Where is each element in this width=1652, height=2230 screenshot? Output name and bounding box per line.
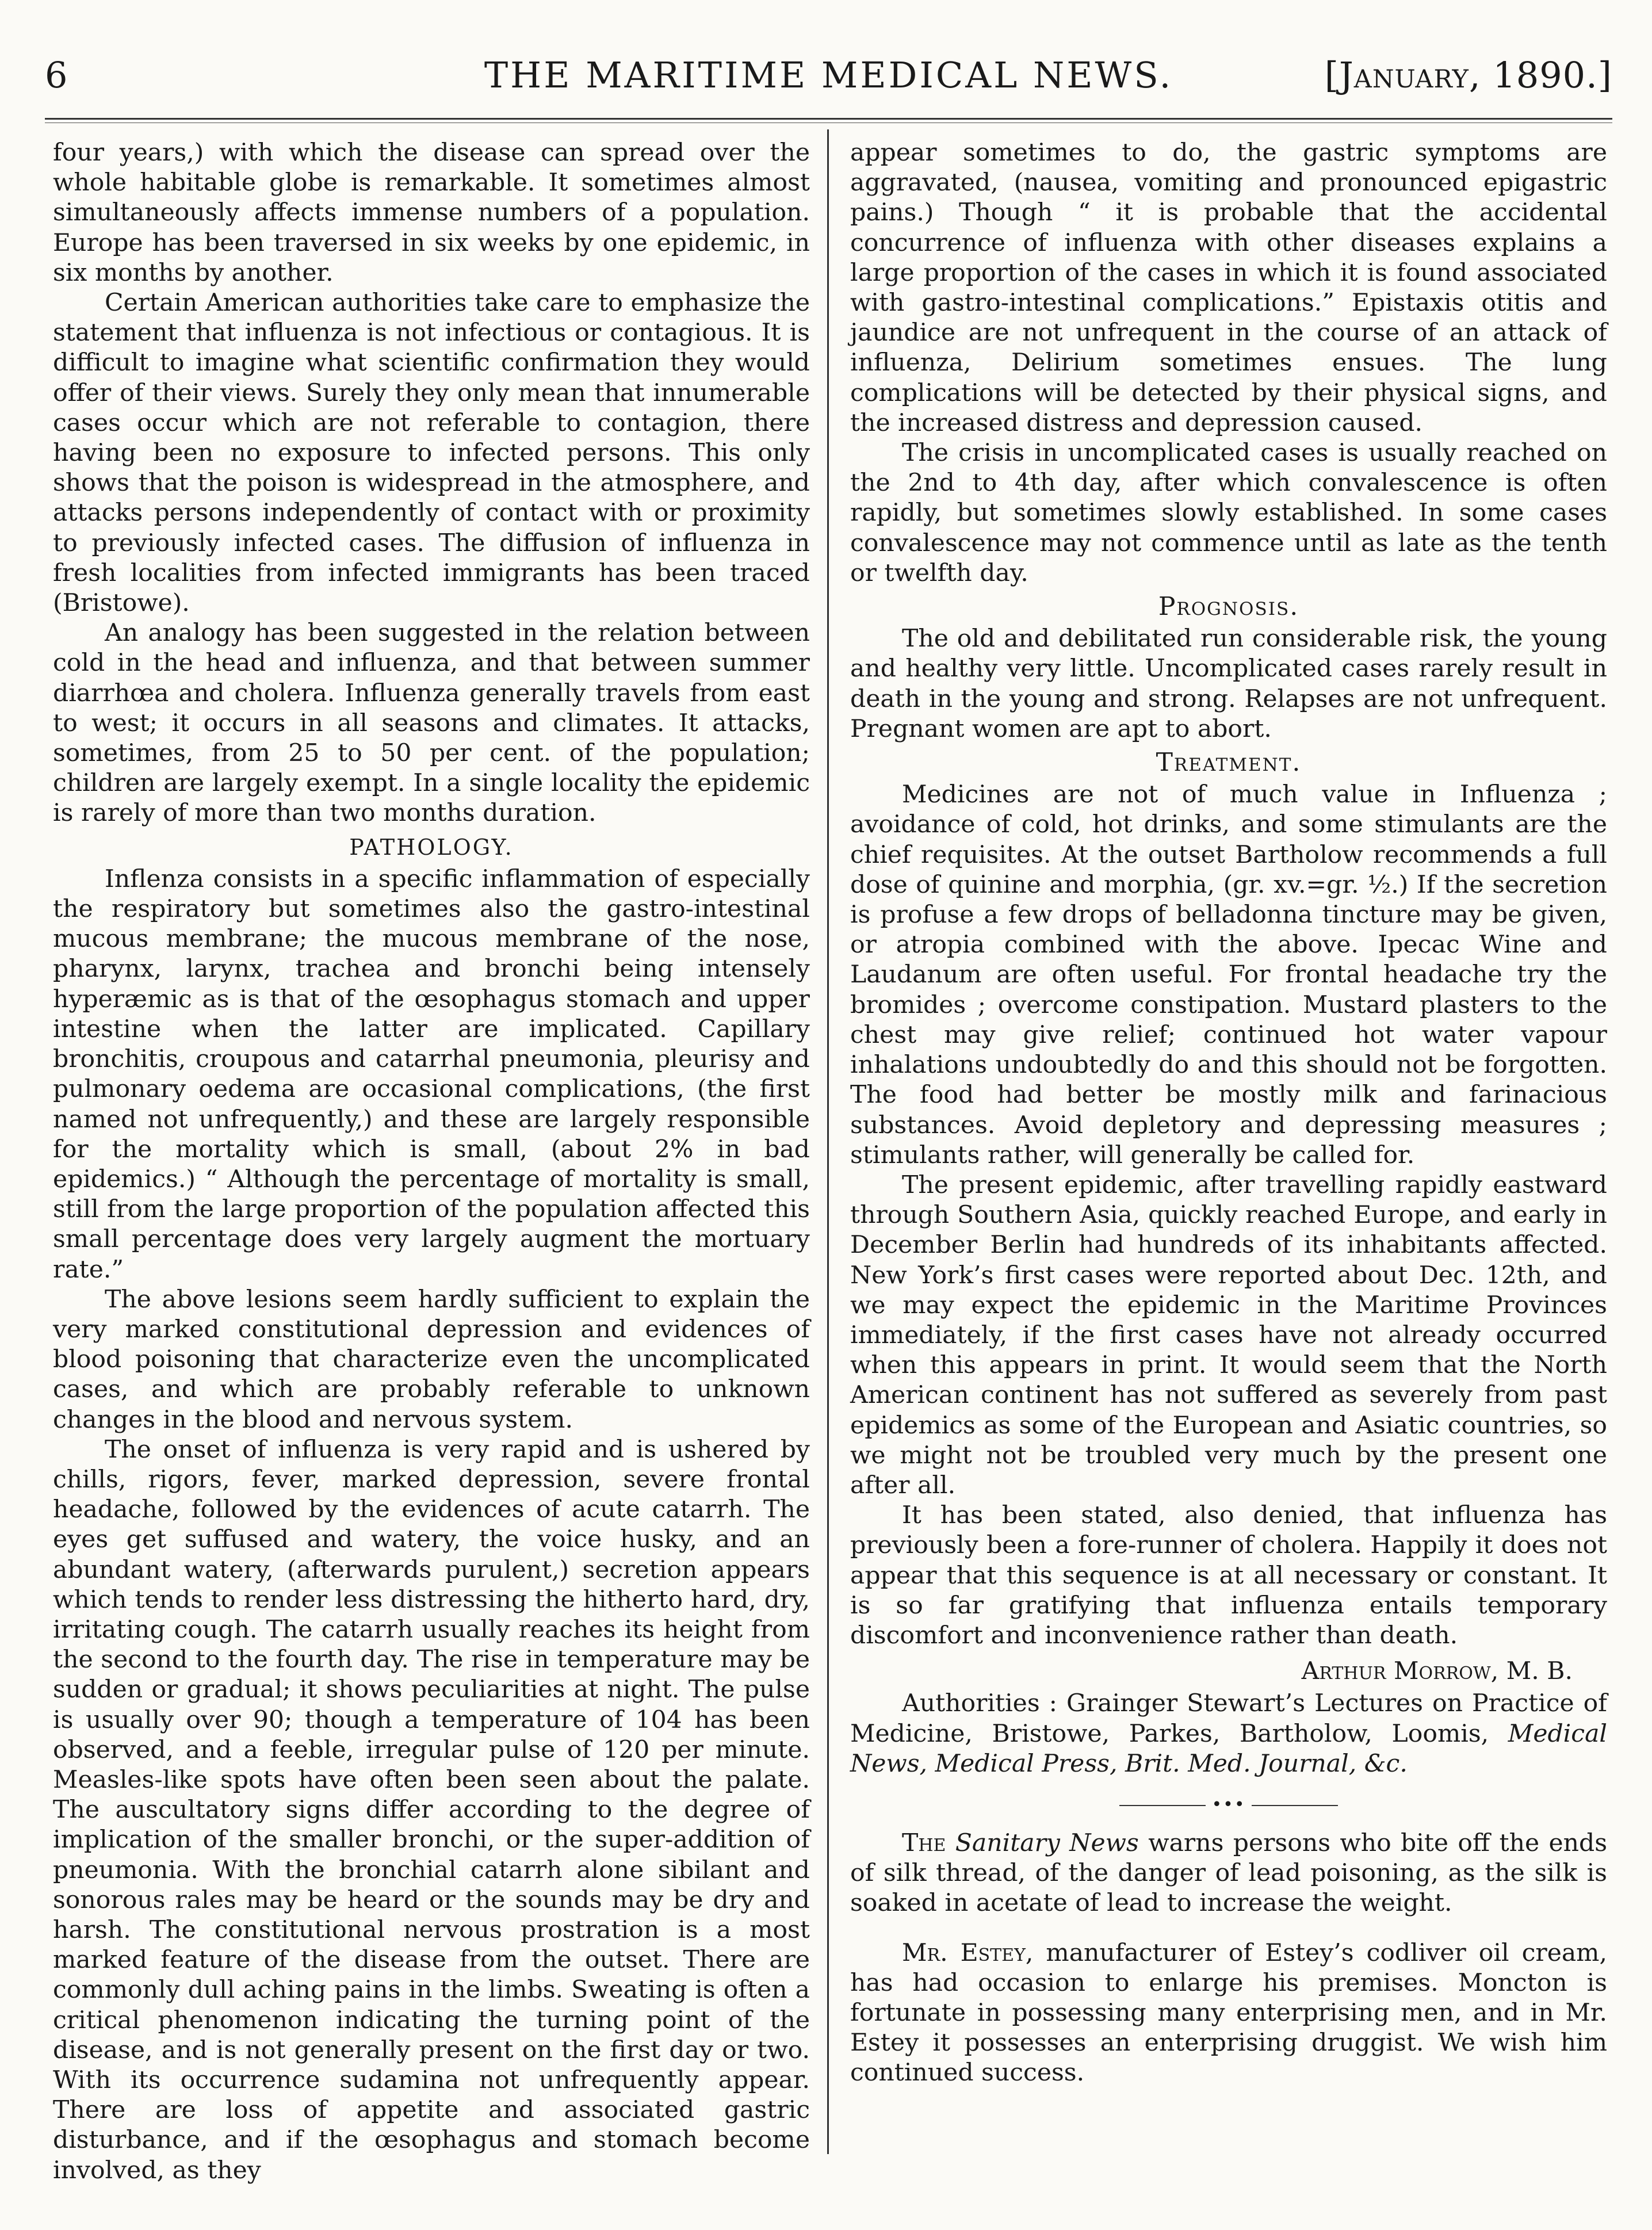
paragraph: An analogy has been suggested in the relation between cold in the head and influenza, and that between summer diarrhœa and cholera. Influenza generally travels from east to west; it occurs in all seasons and climates. It attacks, sometimes, from 25 to 50 per cent. of the population; children are largely exempt. In a single locality the epidemic is rarely of more than two months duration. xyxy=(53,619,810,828)
paragraph: four years,) with which the disease can spread over the whole habitable globe is remarkable. It sometimes almost simultaneously affects immense numbers of a population. Europe has been traversed in six weeks by one epidemic, in six months by another. xyxy=(53,139,810,287)
note-text: warns persons who bite off the ends of silk thread, of the danger of lead poisoning, as the silk is soaked in acetate of lead to increase the weight. xyxy=(850,1829,1608,1918)
paragraph: Certain American authorities take care to emphasize the statement that influenza is not infectious or contagious. It is difficult to imagine what scientific confirmation they would offer of their views. Surely they only mean that innumerable cases occur which are not referable to contagion, there having been no exposure to infected persons. This only shows that the poison is widespread in the atmosphere, and attacks persons independently of contact with or proximity to previously infected cases. The diffusion of influenza in fresh localities from infected immigrants has been traced (Bristowe). xyxy=(53,289,810,618)
authorities-lead: Authorities : Grainger Stewart’s Lectures on Practice of Medicine, Bristowe, Parkes, Bartholow, Loomis, xyxy=(850,1689,1607,1748)
ornament-divider xyxy=(850,1796,1607,1814)
left-column xyxy=(53,138,810,2186)
paragraph: The old and debilitated run considerable risk, the young and healthy very little. Uncomplicated cases rarely result in death in the young and strong. Relapses are not unfrequent. Pregnant women are apt to abort. xyxy=(850,625,1607,743)
section-heading-prognosis: Prognosis. xyxy=(1158,592,1299,622)
paragraph: It has been stated, also denied, that influenza has previously been a fore-runner of cholera. Happily it does not appear that this sequence is at all necessary or constant. It is so far gratifying that influenza entails temporary discomfort and inconvenience rather than death. xyxy=(850,1501,1607,1650)
paragraph: The onset of influenza is very rapid and is ushered by chills, rigors, fever, marked depression, severe frontal headache, followed by the evidences of acute catarrh. The eyes get suffused and watery, the voice husky, and an abundant watery, (afterwards purulent,) secretion appears which tends to render less distressing the hitherto hard, dry, irritating cough. The catarrh usually reaches its height from the second to the fourth day. The rise in temperature may be sudden or gradual; it shows peculiarities at night. The pulse is usually over 90; though a temperature of 104 has been observed, and a feeble, irregular pulse of 120 per minute. Measles-like spots have often been seen about the palate. The auscultatory signs differ according to the degree of implication of the smaller bronchi, or the super-addition of pneumonia. With the bronchial catarrh alone sibilant and sonorous rales may be heard or the sounds may be dry and harsh. The constitutional nervous prostration is a most marked feature of the disease from the outset. There are commonly dull aching pains in the limbs. Sweating is often a critical phenomenon indicating the turning point of the disease, and is not generally present on the first day or two. With its occurrence sudamina not unfrequently appear. There are loss of appetite and associated gastric disturbance, and if the œsophagus and stomach become involved, as they xyxy=(53,1435,810,2185)
authorities-paragraph xyxy=(850,1689,1607,1779)
note-estey xyxy=(850,1938,1607,2089)
ornament-line-left xyxy=(1119,1805,1206,1806)
ornament-dots: ••• xyxy=(1211,1794,1246,1815)
page-number: 6 xyxy=(45,54,68,96)
note-lead: Mr. Estey, xyxy=(902,1938,1034,1967)
right-column xyxy=(850,138,1607,2089)
section-heading-treatment: Treatment. xyxy=(1156,748,1302,778)
header-rule xyxy=(45,118,1612,120)
note-sanitary-news xyxy=(850,1829,1607,1919)
note-text: manufacturer of Estey’s codliver oil cream, has had occasion to enlarge his premises. Moncton is fortunate in possessing many enterprising men, and in Mr. Estey it possesses an enterprising druggist. We wish him continued success. xyxy=(850,1938,1607,2087)
note-italic: Sanitary News xyxy=(955,1829,1139,1857)
paragraph: The above lesions seem hardly sufficient to explain the very marked constitutional depression and evidences of blood poisoning that characterize even the uncomplicated cases, and which are probably referable to unknown changes in the blood and nervous system. xyxy=(53,1285,810,1434)
paragraph: appear sometimes to do, the gastric symptoms are aggravated, (nausea, vomiting and pronounced epigastric pains.) Though “ it is probable that the accidental concurrence of influenza with other diseases explains a large proportion of the cases in which it is found associated with gastro-intestinal complications.” Epistaxis otitis and jaundice are not unfrequent in the course of an attack of influenza, Delirium sometimes ensues. The lung complications will be detected by their physical signs, and the increased distress and depression caused. xyxy=(850,139,1607,437)
column-divider xyxy=(827,129,829,2154)
section-heading-pathology: PATHOLOGY. xyxy=(349,834,514,860)
spacer xyxy=(850,1919,1607,1938)
paragraph: The present epidemic, after travelling rapidly eastward through Southern Asia, quickly reached Europe, and early in December Berlin had hundreds of its inhabitants affected. New York’s first cases were reported about Dec. 12th, and we may expect the epidemic in the Maritime Provinces immediately, if the first cases have not already occurred when this appears in print. It would seem that the North American continent has not suffered as severely from past epidemics as some of the European and Asiatic countries, so we might not be troubled very much by the present one after all. xyxy=(850,1171,1607,1500)
paragraph: Inflenza consists in a specific inflammation of especially the respiratory but sometimes also the gastro-intestinal mucous membrane; the mucous membrane of the nose, pharynx, larynx, trachea and bronchi being intensely hyperæmic as is that of the œsophagus stomach and upper intestine when the latter are implicated. Capillary bronchitis, croupous and catarrhal pneumonia, pleurisy and pulmonary oedema are occasional complications, (the first named not unfrequently,) and these are largely responsible for the mortality which is small, (about 2% in bad epidemics.) “ Although the percentage of mortality is small, still from the large proportion of the population affected this small percentage does very largely augment the mortuary rate.” xyxy=(53,865,810,1284)
ornament-line-right xyxy=(1252,1805,1338,1806)
author-signature: Arthur Morrow, M. B. xyxy=(1301,1657,1573,1686)
note-lead: The xyxy=(902,1829,946,1857)
page-header xyxy=(45,51,1612,114)
journal-title: THE MARITIME MEDICAL NEWS. xyxy=(484,54,1173,96)
paragraph: The crisis in uncomplicated cases is usually reached on the 2nd to 4th day, after which convalescence is often rapidly, but sometimes slowly established. In some cases convalescence may not commence until as late as the tenth or twelfth day. xyxy=(850,439,1607,587)
paragraph: Medicines are not of much value in Influenza ; avoidance of cold, hot drinks, and some stimulants are the chief requisites. At the outset Bartholow recommends a full dose of quinine and morphia, (gr. xv.=gr. ½.) If the secretion is profuse a few drops of belladonna tincture may be given, or atropia combined with the above. Ipecac Wine and Laudanum are often useful. For frontal headache try the bromides ; overcome constipation. Mustard plasters to the chest may give relief; continued hot water vapour inhalations undoubtedly do and this should not be forgotten. The food had better be mostly milk and farinacious substances. Avoid depletory and depressing measures ; stimulants rather, will generally be called for. xyxy=(850,781,1607,1169)
issue-date: [January, 1890.] xyxy=(1324,54,1612,96)
authorities-italic: Medical News, Medical Press, Brit. Med. Journal, &c. xyxy=(850,1719,1607,1778)
